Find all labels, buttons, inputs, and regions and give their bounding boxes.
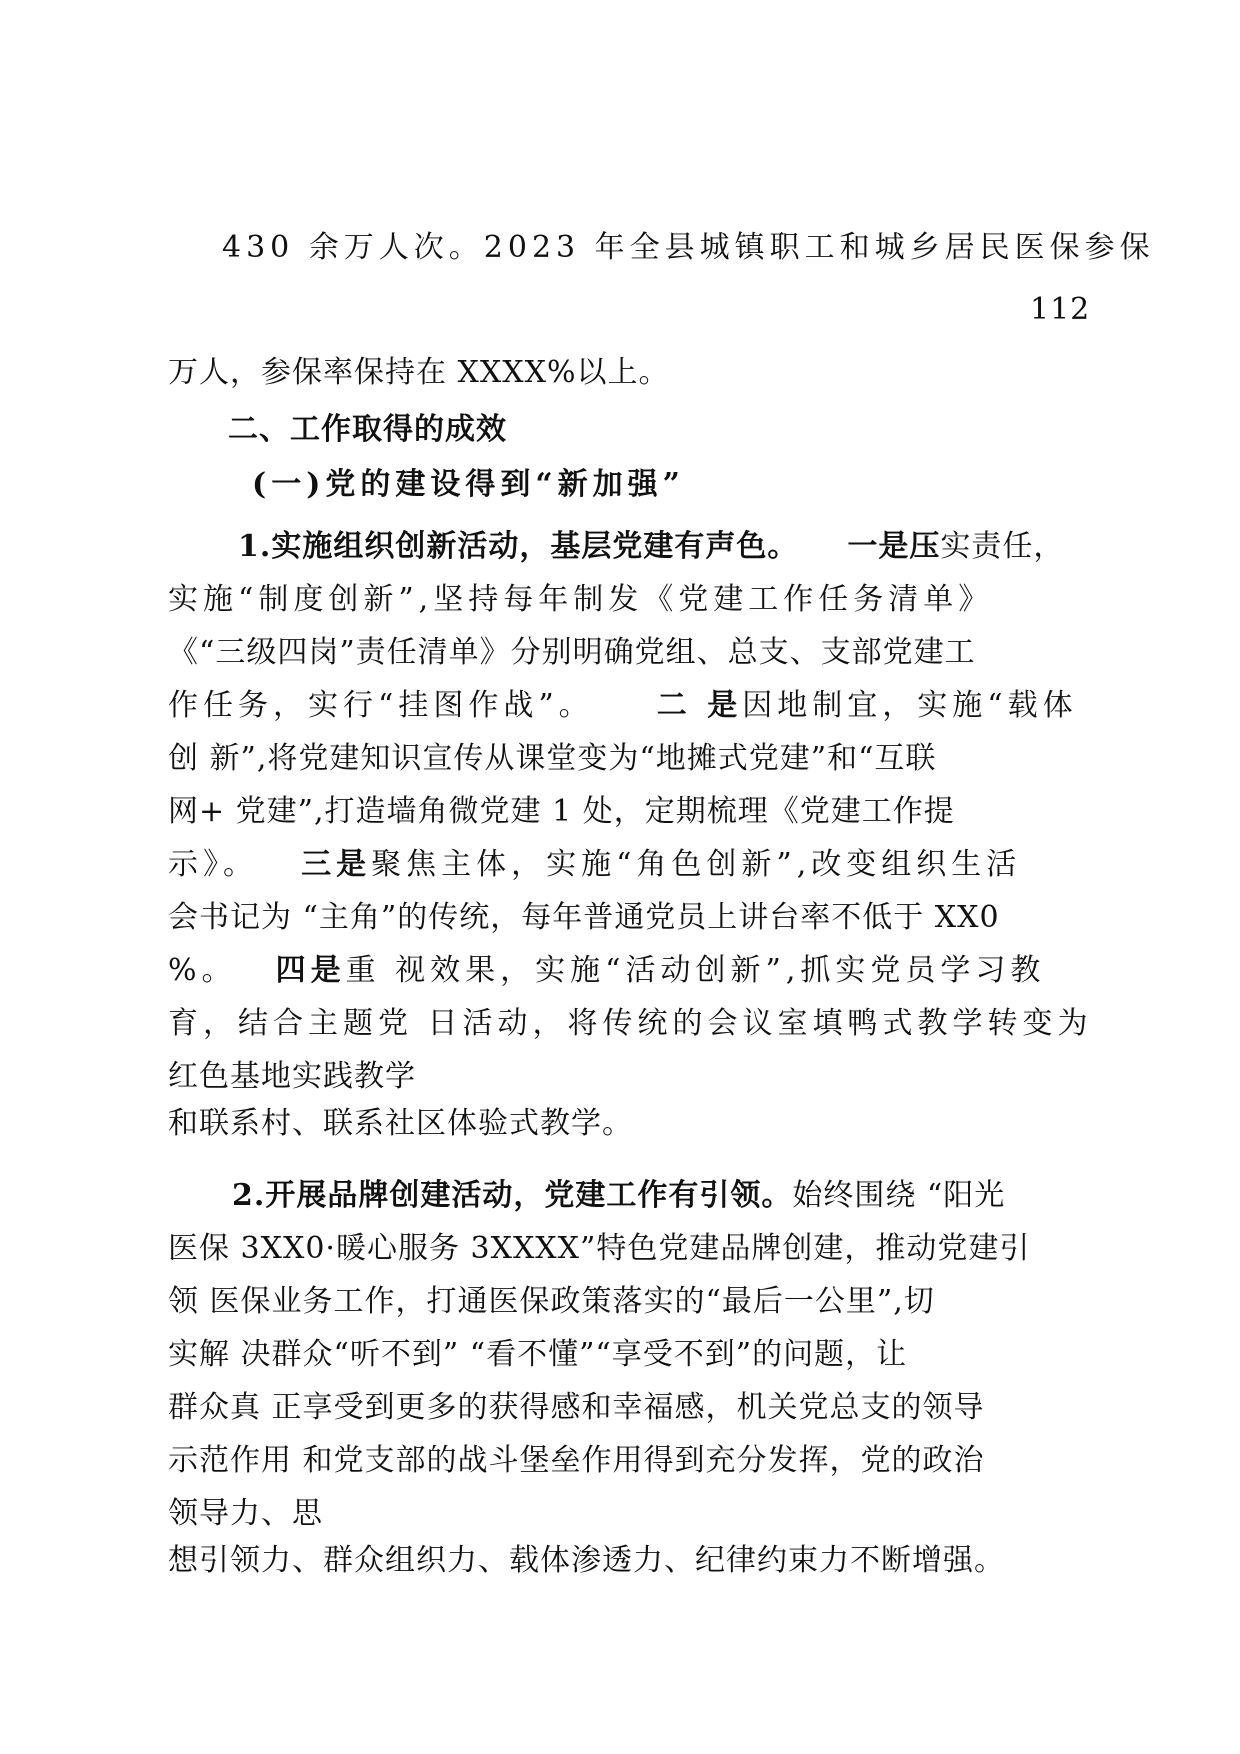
text-line: 育，结合主题党 日活动，将传统的会议室填鸭式教学转变为: [168, 1006, 1093, 1041]
text-line: 领 医保业务工作，打通医保政策落实的“最后一公里”,切: [168, 1284, 935, 1319]
text-line: 领导力、思: [168, 1496, 323, 1531]
text-line: 群众真 正享受到更多的获得感和幸福感，机关党总支的领导: [168, 1390, 985, 1425]
text-run: 重 视效果，实施“活动创新”,抓实党员学习教: [345, 953, 1046, 988]
text-run: 聚焦主体，实施“角色创新”,改变组织生活: [371, 847, 1022, 882]
text-line: 红色基地实践教学: [168, 1059, 416, 1094]
item-heading: 2.开展品牌创建活动，党建工作有引领。: [232, 1178, 793, 1213]
emphasis: 一是压: [847, 529, 941, 564]
emphasis: 三是: [301, 847, 372, 882]
text-line: 想引领力、群众组织力、载体渗透力、纪律约束力不断增强。: [168, 1543, 1005, 1578]
text-run: 示》。: [168, 847, 258, 882]
text-line: 创 新”,将党建知识宣传从课堂变为“地摊式党建”和“互联: [168, 741, 937, 776]
emphasis: 二 是: [656, 688, 743, 723]
text-line: 医保 3XX0·暖心服务 3XXXX”特色党建品牌创建，推动党建引: [168, 1231, 1031, 1266]
text-line: 会书记为 “主角”的传统，每年普通党员上讲台率不低于 XX0: [168, 900, 1000, 935]
text-line: 《“三级四岗”责任清单》分别明确党组、总支、支部党建工: [168, 635, 976, 670]
text-line: [238, 527, 1064, 567]
text-run: 因地制宜，实施“载体: [742, 688, 1078, 723]
text-line: 和联系村、联系社区体验式教学。: [168, 1106, 633, 1141]
emphasis: 四是: [275, 953, 346, 988]
text-run: 实责任，: [940, 529, 1065, 564]
text-line: [168, 845, 1021, 885]
subsection-heading: (一)党的建设得到“新加强”: [252, 467, 685, 502]
text-line: 万人，参保率保持在 XXXX%以上。: [168, 355, 670, 390]
text-line: [168, 686, 1078, 726]
text-line: 实解 决群众“听不到” “看不懂”“享受不到”的问题，让: [168, 1337, 908, 1372]
section-heading: 二、工作取得的成效: [228, 412, 507, 447]
text-line: 实施“制度创新”,坚持每年制发《党建工作任务清单》: [168, 582, 994, 617]
text-run: %。: [168, 953, 237, 988]
text-run: 始终围绕 “阳光: [792, 1178, 1006, 1213]
text-line: 112: [1030, 292, 1091, 327]
text-line: [168, 951, 1045, 991]
text-line: 示范作用 和党支部的战斗堡垒作用得到充分发挥，党的政治: [168, 1443, 985, 1478]
item-heading: 1.实施组织创新活动，基层党建有声色。: [238, 529, 799, 564]
text-line: 430 余万人次。2023 年全县城镇职工和城乡居民医保参保: [222, 230, 1155, 265]
text-line: 网+ 党建”,打造墙角微党建 1 处，定期梳理《党建工作提: [168, 794, 955, 829]
text-line: [232, 1176, 1005, 1216]
text-run: 作任务，实行“挂图作战”。: [168, 688, 594, 723]
